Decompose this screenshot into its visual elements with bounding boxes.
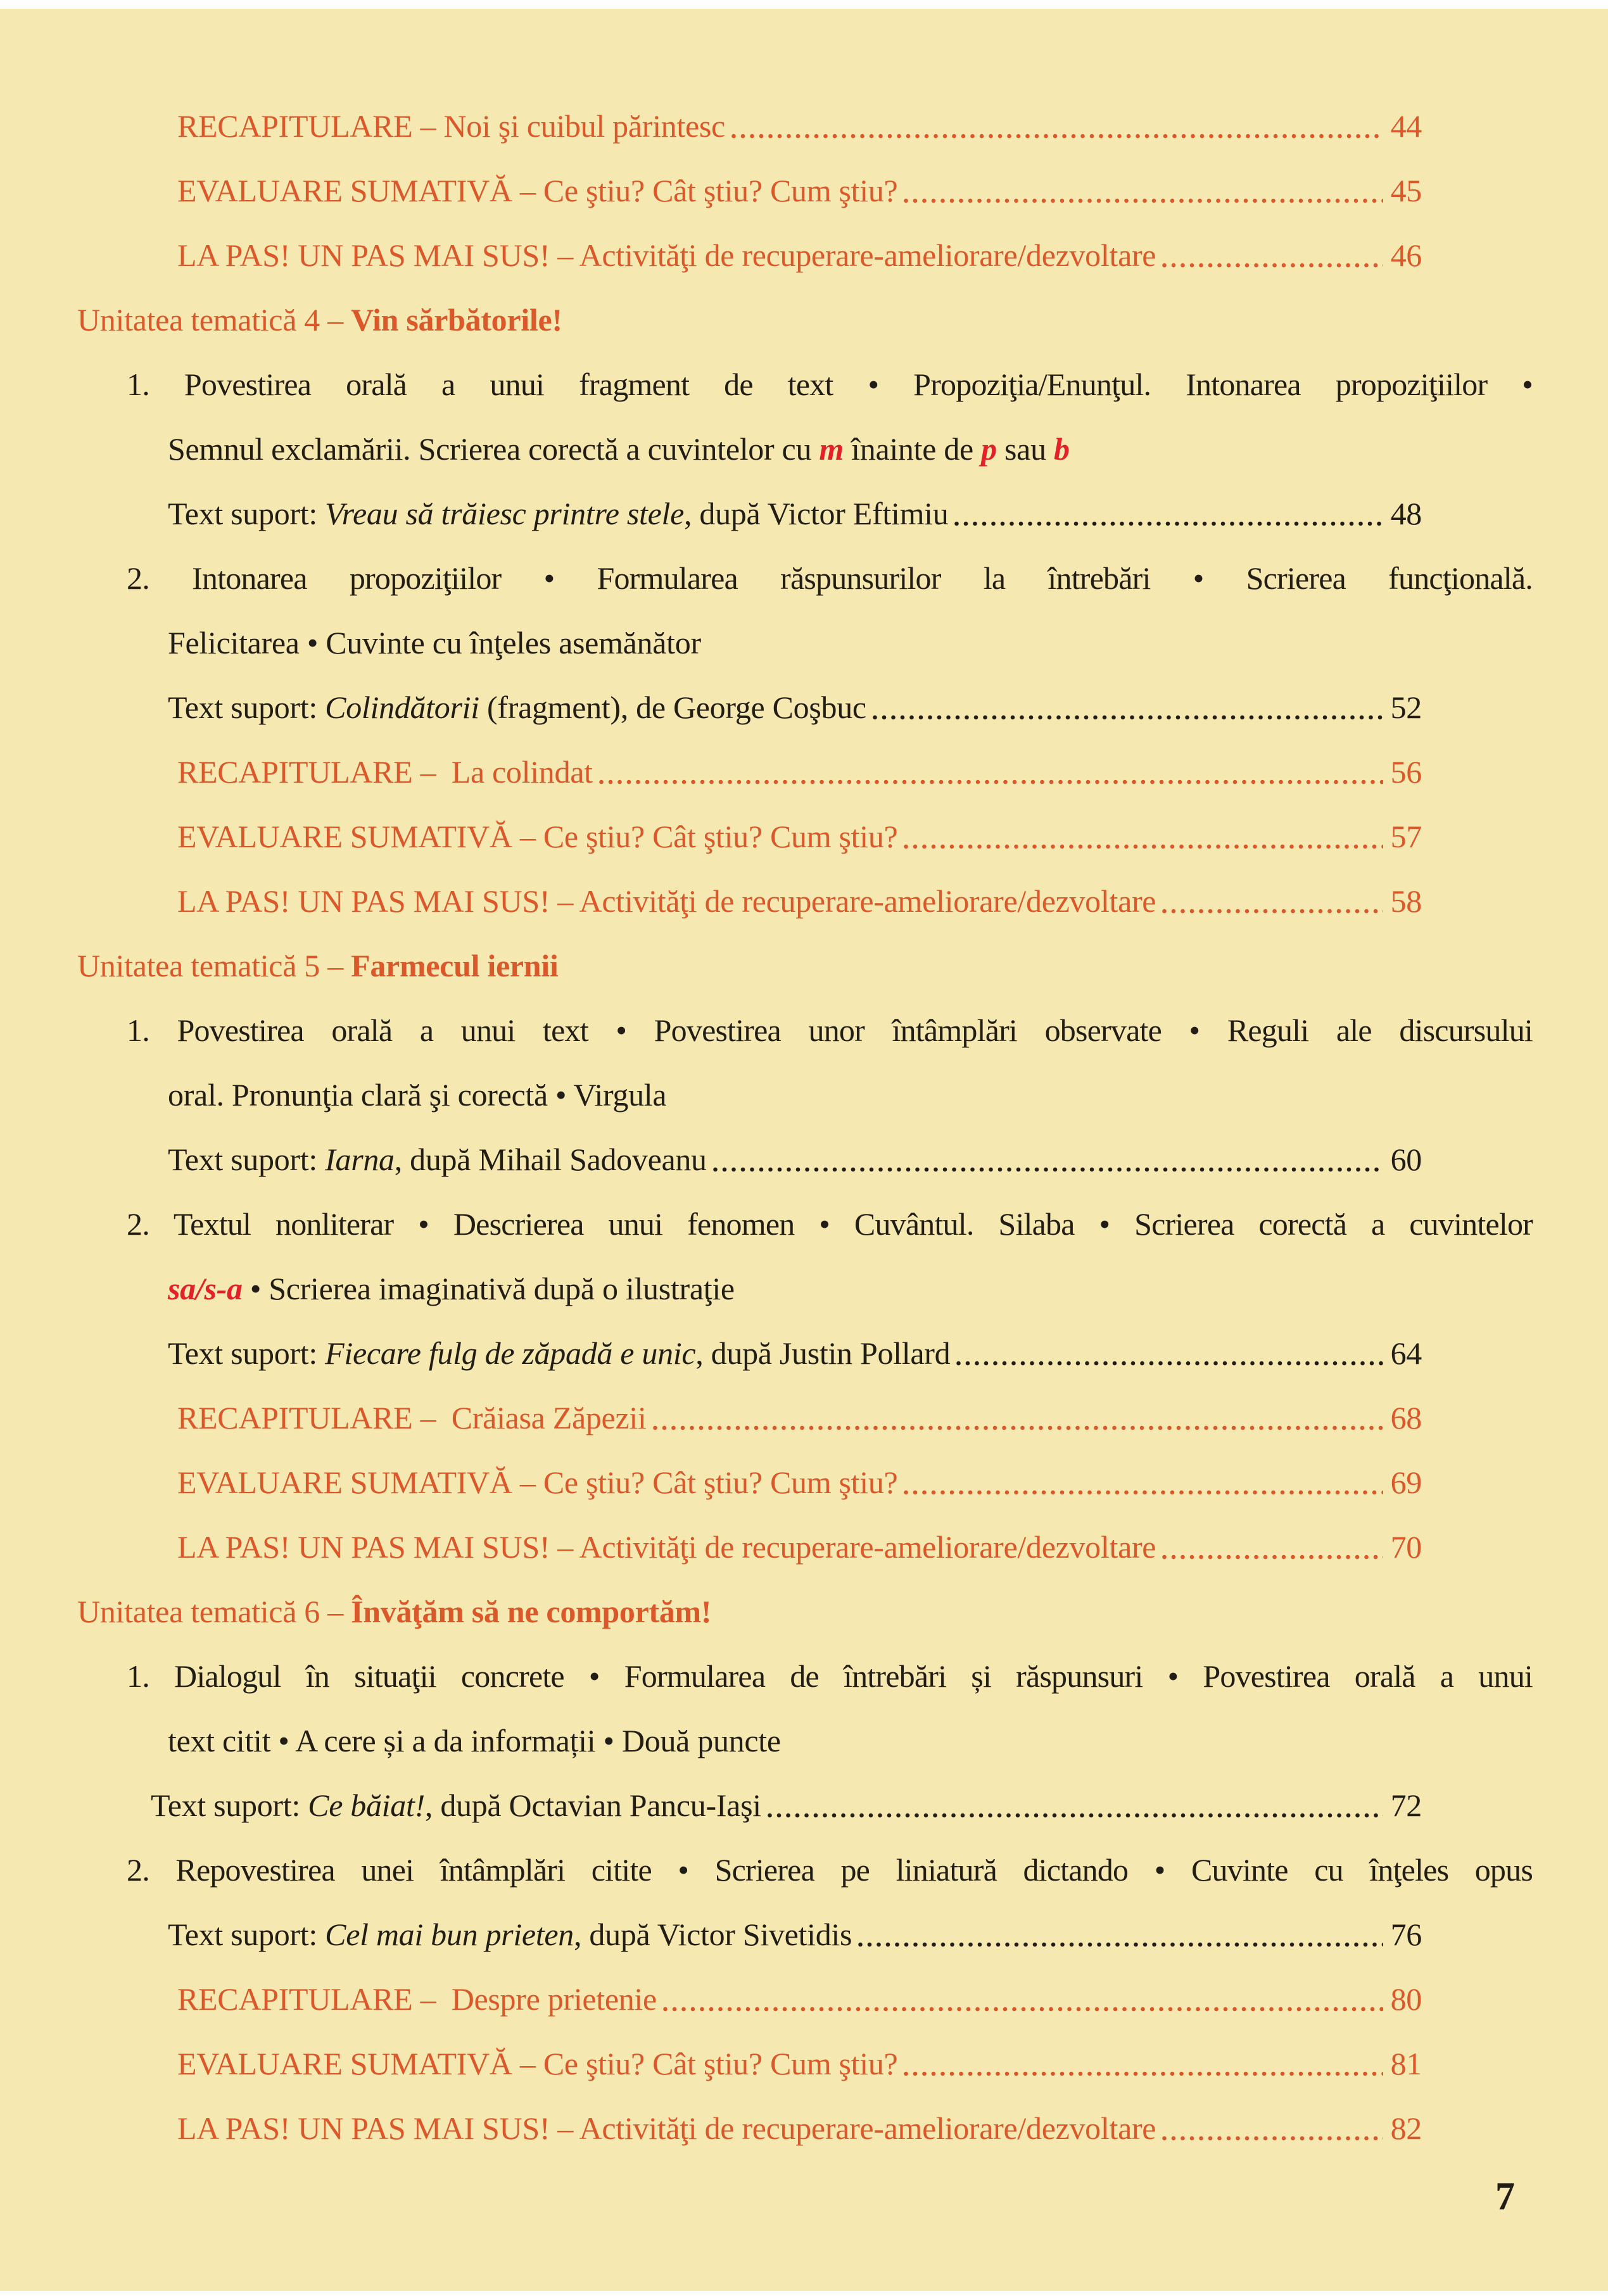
toc-entry <box>0 158 1608 223</box>
text-fragment: , după Victor Sivetidis <box>574 1917 852 1952</box>
text-fragment: b <box>1053 431 1070 467</box>
text-fragment: Unitatea tematică 6 – <box>77 1594 351 1629</box>
text-fragment: Text suport: <box>168 1142 326 1177</box>
text-fragment: LA PAS! UN PAS MAI SUS! – Activităţi de recuperare-ameliorare/dezvoltare <box>177 883 1156 919</box>
dot-leader <box>873 675 1383 740</box>
entry-text <box>177 1450 897 1515</box>
page-ref: 46 <box>1390 237 1422 273</box>
toc-entry <box>0 1450 1608 1515</box>
page-ref: 68 <box>1390 1400 1422 1435</box>
text-fragment: EVALUARE SUMATIVĂ – Ce ştiu? Cât ştiu? Cum ştiu? <box>177 819 898 854</box>
page-ref: 44 <box>1390 108 1422 144</box>
text-fragment: LA PAS! UN PAS MAI SUS! – Activităţi de recuperare-ameliorare/dezvoltare <box>177 2110 1156 2146</box>
text-fragment: Farmecul iernii <box>351 948 559 983</box>
toc-entry <box>0 546 1608 610</box>
entry-text <box>177 804 897 869</box>
text-fragment: RECAPITULARE – Noi şi cuibul părintesc <box>177 108 725 144</box>
entry-text <box>168 1723 781 1758</box>
page-ref: 69 <box>1390 1465 1422 1500</box>
text-fragment: Unitatea tematică 5 – <box>77 948 351 983</box>
text-fragment: 2. Textul nonliterar • Descrierea unui fenomen • Cuvântul. Silaba • Scrierea corectă a cuvintelor <box>127 1206 1533 1242</box>
toc-entry <box>0 998 1608 1063</box>
dot-leader <box>1162 869 1383 933</box>
text-fragment: RECAPITULARE – Crăiasa Zăpezii <box>177 1400 647 1435</box>
dot-leader <box>904 2031 1383 2096</box>
text-fragment: 1. Povestirea orală a unui fragment de text • Propoziţia/Enunţul. Intonarea propoziţiilor • <box>127 367 1533 402</box>
toc-entry <box>0 1515 1608 1579</box>
toc-entry <box>0 287 1608 352</box>
toc-entry <box>0 2096 1608 2160</box>
dot-leader <box>954 481 1383 546</box>
entry-text <box>168 481 948 546</box>
text-fragment: , după Mihail Sadoveanu <box>394 1142 707 1177</box>
entry-text <box>127 1852 1533 1888</box>
page-ref: 60 <box>1390 1142 1422 1177</box>
page-ref: 56 <box>1390 754 1422 790</box>
page-ref: 52 <box>1390 690 1422 725</box>
dot-leader <box>904 158 1383 223</box>
text-fragment: Felicitarea • Cuvinte cu înţeles asemănător <box>168 625 701 660</box>
dot-leader <box>1162 2096 1383 2160</box>
toc-entry <box>0 1967 1608 2031</box>
page-ref: 76 <box>1390 1917 1422 1952</box>
toc-entry <box>0 1708 1608 1773</box>
text-fragment: 1. Dialogul în situaţii concrete • Formularea de întrebări și răspunsuri • Povestirea orală a unui <box>127 1658 1533 1694</box>
entry-text <box>77 302 562 337</box>
toc-list <box>0 94 1608 2160</box>
toc-entry <box>0 804 1608 869</box>
entry-text <box>168 1077 666 1113</box>
toc-entry <box>0 223 1608 287</box>
toc-entry <box>0 1063 1608 1127</box>
entry-text <box>177 2096 1156 2160</box>
text-fragment: Cel mai bun prieten <box>325 1917 574 1952</box>
toc-entry <box>0 675 1608 740</box>
text-fragment: LA PAS! UN PAS MAI SUS! – Activităţi de recuperare-ameliorare/dezvoltare <box>177 1529 1156 1565</box>
page-number: 7 <box>1495 2175 1515 2218</box>
text-fragment: p <box>981 431 997 467</box>
toc-entry <box>0 740 1608 804</box>
text-fragment: Text suport: <box>168 496 326 531</box>
toc-entry <box>0 1385 1608 1450</box>
text-fragment: Fiecare fulg de zăpadă e unic <box>325 1335 696 1371</box>
entry-text <box>77 1594 711 1629</box>
text-fragment: înainte de <box>843 431 982 467</box>
text-fragment: Ce băiat! <box>308 1788 425 1823</box>
toc-entry <box>0 1838 1608 1902</box>
scan-edge-bottom <box>0 2291 1608 2296</box>
entry-text <box>177 740 593 804</box>
entry-text <box>177 223 1156 287</box>
dot-leader <box>653 1385 1383 1450</box>
toc-entry <box>0 94 1608 158</box>
dot-leader <box>1162 223 1383 287</box>
entry-text <box>127 1012 1533 1048</box>
page-ref: 80 <box>1390 1981 1422 2017</box>
page-ref: 57 <box>1390 819 1422 854</box>
toc-entry <box>0 481 1608 546</box>
text-fragment: Vreau să trăiesc printre stele <box>325 496 684 531</box>
entry-text <box>177 1515 1156 1579</box>
text-fragment: sau <box>996 431 1054 467</box>
text-fragment: Vin sărbătorile! <box>351 302 562 337</box>
page-ref: 81 <box>1390 2046 1422 2081</box>
page-ref: 70 <box>1390 1529 1422 1565</box>
toc-entry <box>0 1644 1608 1708</box>
page-ref: 64 <box>1390 1335 1422 1371</box>
page-ref: 72 <box>1390 1788 1422 1823</box>
text-fragment: Iarna <box>325 1142 395 1177</box>
text-fragment: (fragment), de George Coşbuc <box>479 690 866 725</box>
dot-leader <box>768 1773 1383 1838</box>
toc-entry <box>0 417 1608 481</box>
text-fragment: , după Victor Eftimiu <box>683 496 949 531</box>
entry-text <box>177 1967 657 2031</box>
toc-entry <box>0 869 1608 933</box>
text-fragment: Text suport: <box>168 1917 326 1952</box>
entry-text <box>127 1658 1533 1694</box>
dot-leader <box>956 1321 1383 1385</box>
text-fragment: 2. Repovestirea unei întâmplări citite • Scrierea pe liniatură dictando • Cuvinte cu înţeles opus <box>127 1852 1533 1888</box>
text-fragment: RECAPITULARE – La colindat <box>177 754 593 790</box>
text-fragment: EVALUARE SUMATIVĂ – Ce ştiu? Cât ştiu? Cum ştiu? <box>177 1465 898 1500</box>
page-ref: 58 <box>1390 883 1422 919</box>
text-fragment: EVALUARE SUMATIVĂ – Ce ştiu? Cât ştiu? Cum ştiu? <box>177 173 898 208</box>
text-fragment: RECAPITULARE – Despre prietenie <box>177 1981 657 2017</box>
toc-entry <box>0 1256 1608 1321</box>
entry-text <box>177 158 897 223</box>
text-fragment: Text suport: <box>168 690 326 725</box>
text-fragment: sa/s-a <box>168 1271 243 1306</box>
dot-leader <box>663 1967 1383 2031</box>
text-fragment: m <box>819 431 844 467</box>
dot-leader <box>904 1450 1383 1515</box>
entry-text <box>77 948 558 983</box>
entry-text <box>127 1206 1533 1242</box>
page-ref: 48 <box>1390 496 1422 531</box>
toc-entry <box>0 1902 1608 1967</box>
page-ref: 45 <box>1390 173 1422 208</box>
page-ref: 82 <box>1390 2110 1422 2146</box>
entry-text <box>177 94 725 158</box>
text-fragment: Text suport: <box>168 1335 326 1371</box>
entry-text <box>177 1385 647 1450</box>
entry-text <box>127 367 1533 402</box>
dot-leader <box>858 1902 1383 1967</box>
text-fragment: oral. Pronunţia clară şi corectă • Virgula <box>168 1077 667 1113</box>
toc-entry <box>0 2031 1608 2096</box>
text-fragment: Semnul exclamării. Scrierea corectă a cuvintelor cu <box>168 431 820 467</box>
entry-text <box>168 625 701 660</box>
entry-text <box>168 675 866 740</box>
entry-text <box>168 1902 852 1967</box>
entry-text <box>177 869 1156 933</box>
dot-leader <box>599 740 1383 804</box>
text-fragment: Colindătorii <box>325 690 479 725</box>
entry-text <box>168 1127 707 1192</box>
dot-leader <box>731 94 1383 158</box>
toc-entry <box>0 1579 1608 1644</box>
dot-leader <box>713 1127 1383 1192</box>
entry-text <box>168 1321 950 1385</box>
toc-entry <box>0 352 1608 417</box>
entry-text <box>177 2031 897 2096</box>
entry-text <box>168 431 1070 467</box>
entry-text <box>168 1271 735 1306</box>
toc-entry <box>0 1192 1608 1256</box>
text-fragment: text citit • A cere și a da informații • Două puncte <box>168 1723 781 1758</box>
text-fragment: LA PAS! UN PAS MAI SUS! – Activităţi de recuperare-ameliorare/dezvoltare <box>177 237 1156 273</box>
toc-entry <box>0 1773 1608 1838</box>
text-fragment: 1. Povestirea orală a unui text • Povestirea unor întâmplări observate • Reguli ale discursului <box>127 1012 1533 1048</box>
scan-edge-top <box>0 0 1608 9</box>
toc-entry <box>0 1127 1608 1192</box>
toc-entry <box>0 933 1608 998</box>
text-fragment: 2. Intonarea propoziţiilor • Formularea răspunsurilor la întrebări • Scrierea funcţională. <box>127 560 1533 596</box>
text-fragment: Text suport: <box>151 1788 308 1823</box>
text-fragment: , după Octavian Pancu-Iaşi <box>424 1788 761 1823</box>
dot-leader <box>1162 1515 1383 1579</box>
text-fragment: Învăţăm să ne comportăm! <box>351 1594 712 1629</box>
toc-entry <box>0 1321 1608 1385</box>
toc-entry <box>0 610 1608 675</box>
entry-text <box>127 560 1533 596</box>
text-fragment: EVALUARE SUMATIVĂ – Ce ştiu? Cât ştiu? Cum ştiu? <box>177 2046 898 2081</box>
text-fragment: • Scrierea imaginativă după o ilustraţie <box>242 1271 735 1306</box>
entry-text <box>151 1773 761 1838</box>
text-fragment: Unitatea tematică 4 – <box>77 302 351 337</box>
text-fragment: , după Justin Pollard <box>695 1335 951 1371</box>
dot-leader <box>904 804 1383 869</box>
